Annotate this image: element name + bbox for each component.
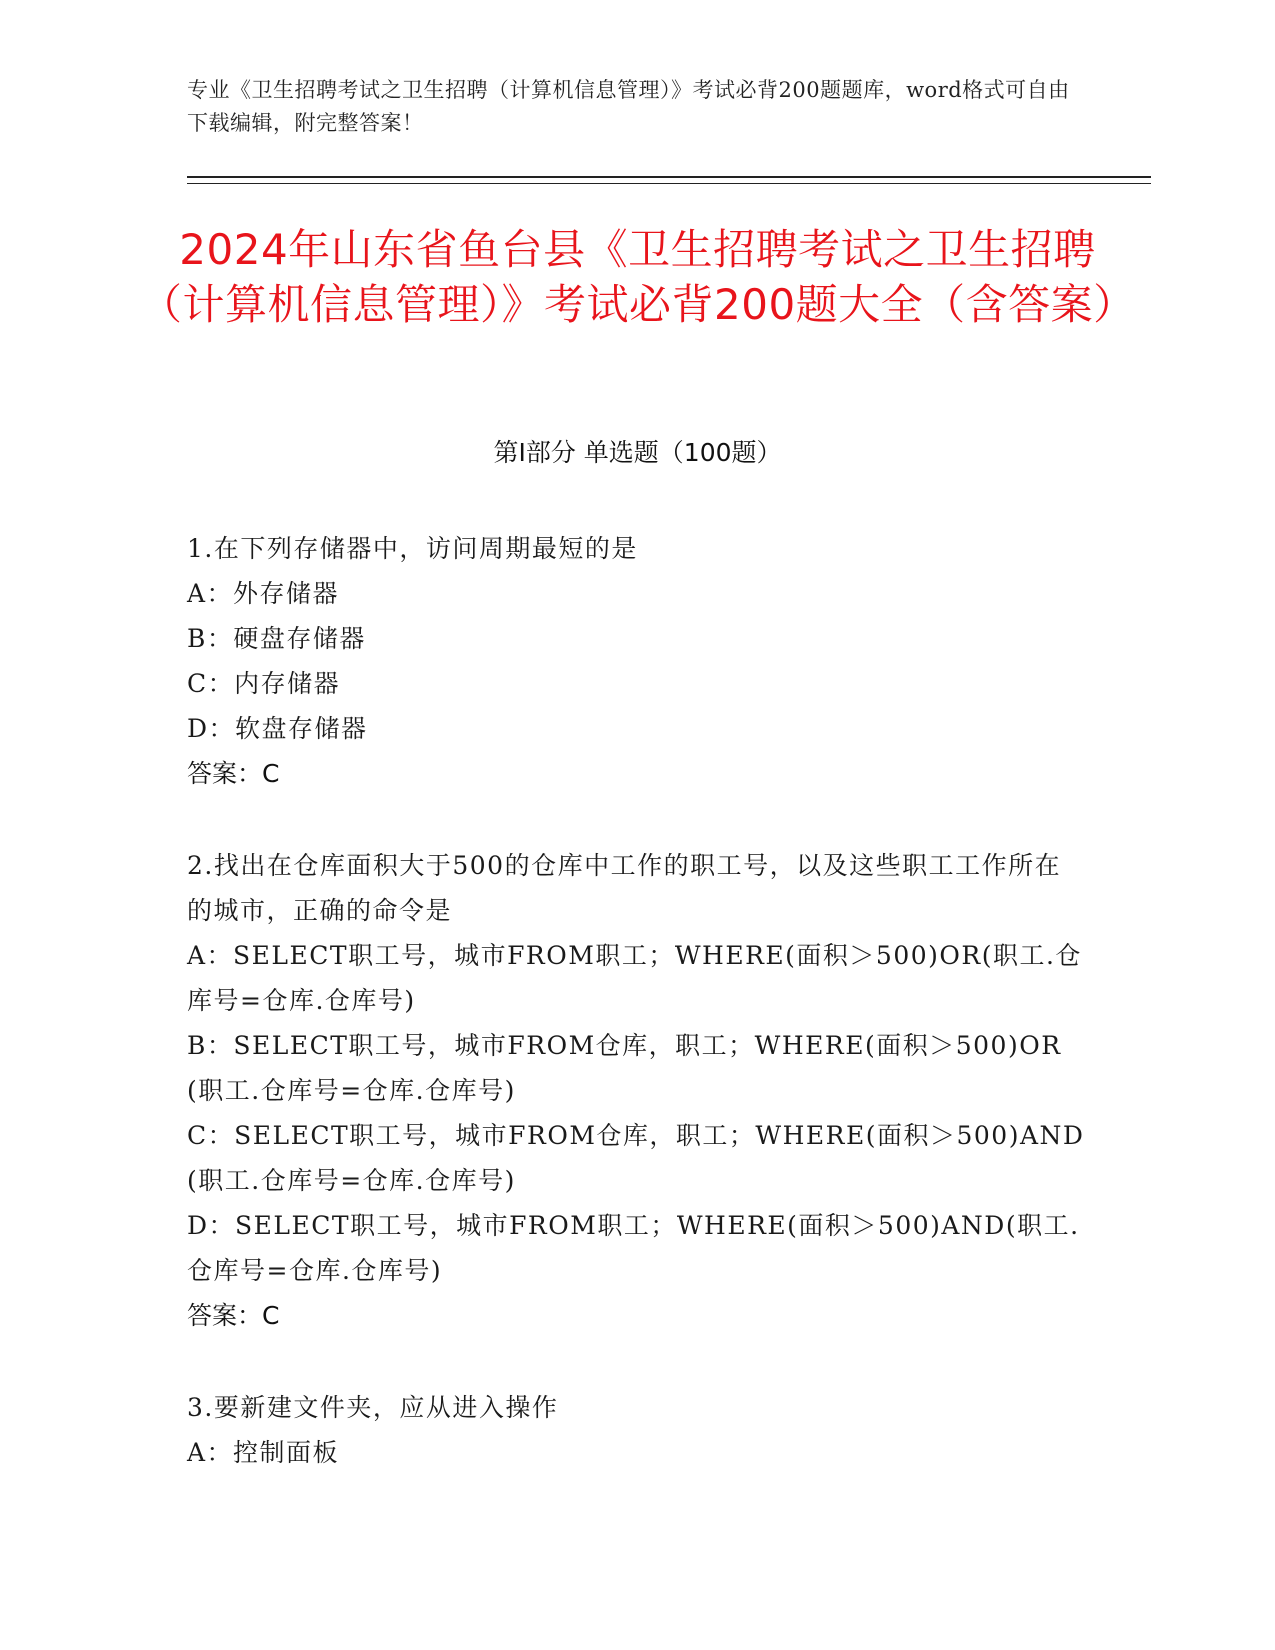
option-a: A：外存储器	[187, 579, 340, 608]
question-stem: 1.在下列存储器中，访问周期最短的是	[187, 534, 638, 563]
option-a: A：SELECT职工号，城市FROM职工；WHERE(面积＞500)OR(职工.仓库号=仓库.仓库号)	[187, 941, 1082, 1015]
answer-line: 答案：C	[187, 759, 280, 788]
option-a: A：控制面板	[187, 1438, 340, 1467]
question-2	[187, 843, 1087, 1338]
header-divider-thin	[187, 183, 1151, 184]
option-d: D：SELECT职工号，城市FROM职工；WHERE(面积＞500)AND(职工.仓库号=仓库.仓库号)	[187, 1211, 1080, 1285]
question-stem: 3.要新建文件夹，应从进入操作	[187, 1393, 559, 1422]
question-1	[187, 526, 1087, 796]
document-title: 2024年山东省鱼台县《卫生招聘考试之卫生招聘（计算机信息管理）》考试必背200题大全（含答案）	[140, 225, 1136, 329]
option-d: D：软盘存储器	[187, 714, 368, 743]
question-3	[187, 1385, 1087, 1475]
header-note: 专业《卫生招聘考试之卫生招聘（计算机信息管理）》考试必背200题题库，word格式可自由下载编辑，附完整答案！	[187, 78, 1070, 135]
answer-line: 答案：C	[187, 1301, 280, 1330]
header-divider-thick	[187, 176, 1151, 178]
question-stem: 2.找出在仓库面积大于500的仓库中工作的职工号，以及这些职工工作所在的城市，正确的命令是	[187, 851, 1062, 925]
option-b: B：SELECT职工号，城市FROM仓库，职工；WHERE(面积＞500)OR(职工.仓库号=仓库.仓库号)	[187, 1031, 1062, 1105]
option-b: B：硬盘存储器	[187, 624, 366, 653]
option-c: C：内存储器	[187, 669, 341, 698]
option-c: C：SELECT职工号，城市FROM仓库，职工；WHERE(面积＞500)AND(职工.仓库号=仓库.仓库号)	[187, 1121, 1085, 1195]
question-list	[187, 526, 1087, 1522]
section-title: 第I部分 单选题（100题）	[493, 438, 782, 467]
